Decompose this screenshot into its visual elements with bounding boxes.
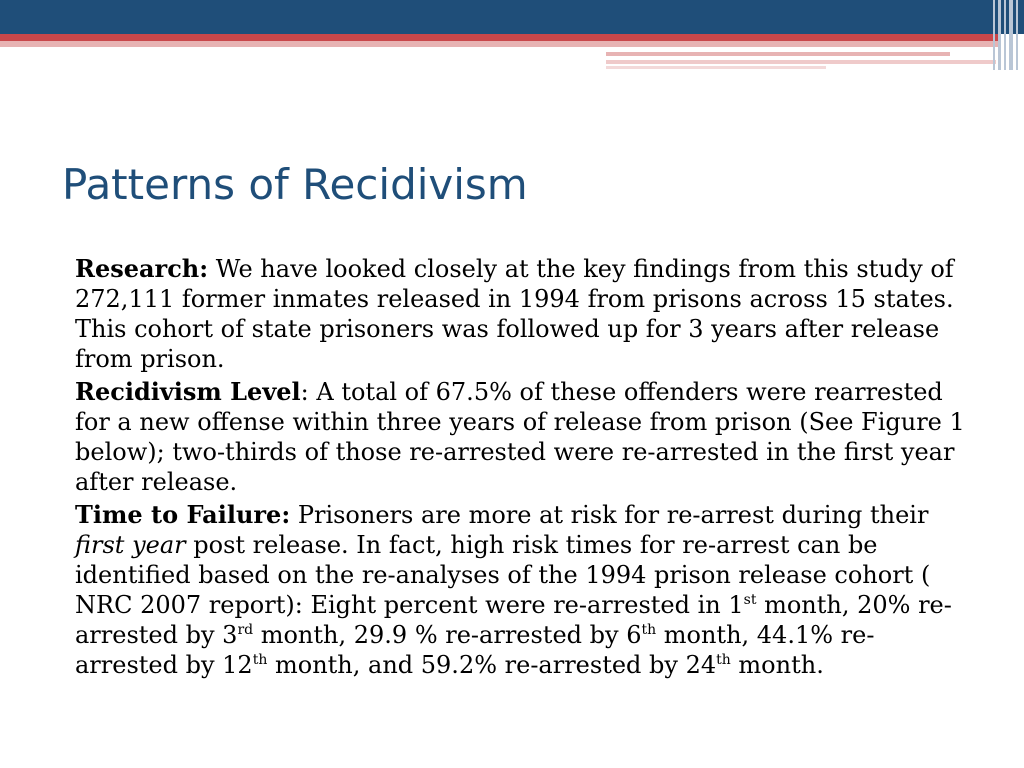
failure-emphasis: first year bbox=[75, 531, 186, 559]
ordinal-suffix: th bbox=[252, 652, 268, 668]
banner-stripe bbox=[606, 60, 996, 64]
research-text: We have looked closely at the key findings from this study of 272,111 former inmates released in 1994 from prisons across 15 states. This cohort of state prisoners was followed up for 3 years after release from prison. bbox=[75, 255, 954, 373]
banner-stripe bbox=[606, 52, 950, 56]
failure-text: Prisoners are more at risk for re-arrest during their bbox=[290, 501, 929, 529]
failure-text: month, 44.1% re-arrested by 12 bbox=[75, 621, 875, 679]
research-label: Research: bbox=[75, 254, 209, 283]
header-banner bbox=[0, 0, 1024, 70]
banner-vertical-line bbox=[1004, 0, 1006, 70]
banner-vertical-line bbox=[993, 0, 995, 70]
recidivism-level-label: Recidivism Level bbox=[75, 377, 301, 406]
failure-text: month, 29.9 % re-arrested by 6 bbox=[253, 621, 642, 649]
failure-text: month, 20% re-arrested by 3 bbox=[75, 591, 952, 649]
time-to-failure-paragraph bbox=[75, 500, 975, 680]
banner-vertical-line bbox=[998, 0, 1001, 70]
recidivism-level-text: : A total of 67.5% of these offenders were rearrested for a new offense within three years of release from prison (See Figure 1 below); two-thirds of those re-arrested were re-arrested in the first year after release. bbox=[75, 378, 965, 496]
failure-text: month. bbox=[730, 651, 824, 679]
banner-blue-band bbox=[0, 0, 1024, 34]
slide-body bbox=[75, 254, 975, 683]
slide-title: Patterns of Recidivism bbox=[62, 160, 528, 209]
banner-vertical-line bbox=[1009, 0, 1013, 70]
research-paragraph bbox=[75, 254, 975, 374]
banner-vertical-line bbox=[1016, 0, 1018, 70]
ordinal-suffix: th bbox=[641, 622, 657, 638]
banner-stripe bbox=[606, 66, 826, 69]
banner-pink-band bbox=[0, 41, 1000, 47]
ordinal-suffix: st bbox=[743, 592, 757, 608]
failure-text: post release. In fact, high risk times for re-arrest can be identified based on the re-analyses of the 1994 prison release cohort ( NRC 2007 report): Eight percent were re-arrested in 1 bbox=[75, 531, 931, 619]
time-to-failure-label: Time to Failure: bbox=[75, 500, 291, 529]
recidivism-level-paragraph bbox=[75, 377, 975, 497]
banner-red-band bbox=[0, 34, 1000, 41]
ordinal-suffix: rd bbox=[237, 622, 254, 638]
ordinal-suffix: th bbox=[716, 652, 731, 668]
failure-text: month, and 59.2% re-arrested by 24 bbox=[267, 651, 717, 679]
